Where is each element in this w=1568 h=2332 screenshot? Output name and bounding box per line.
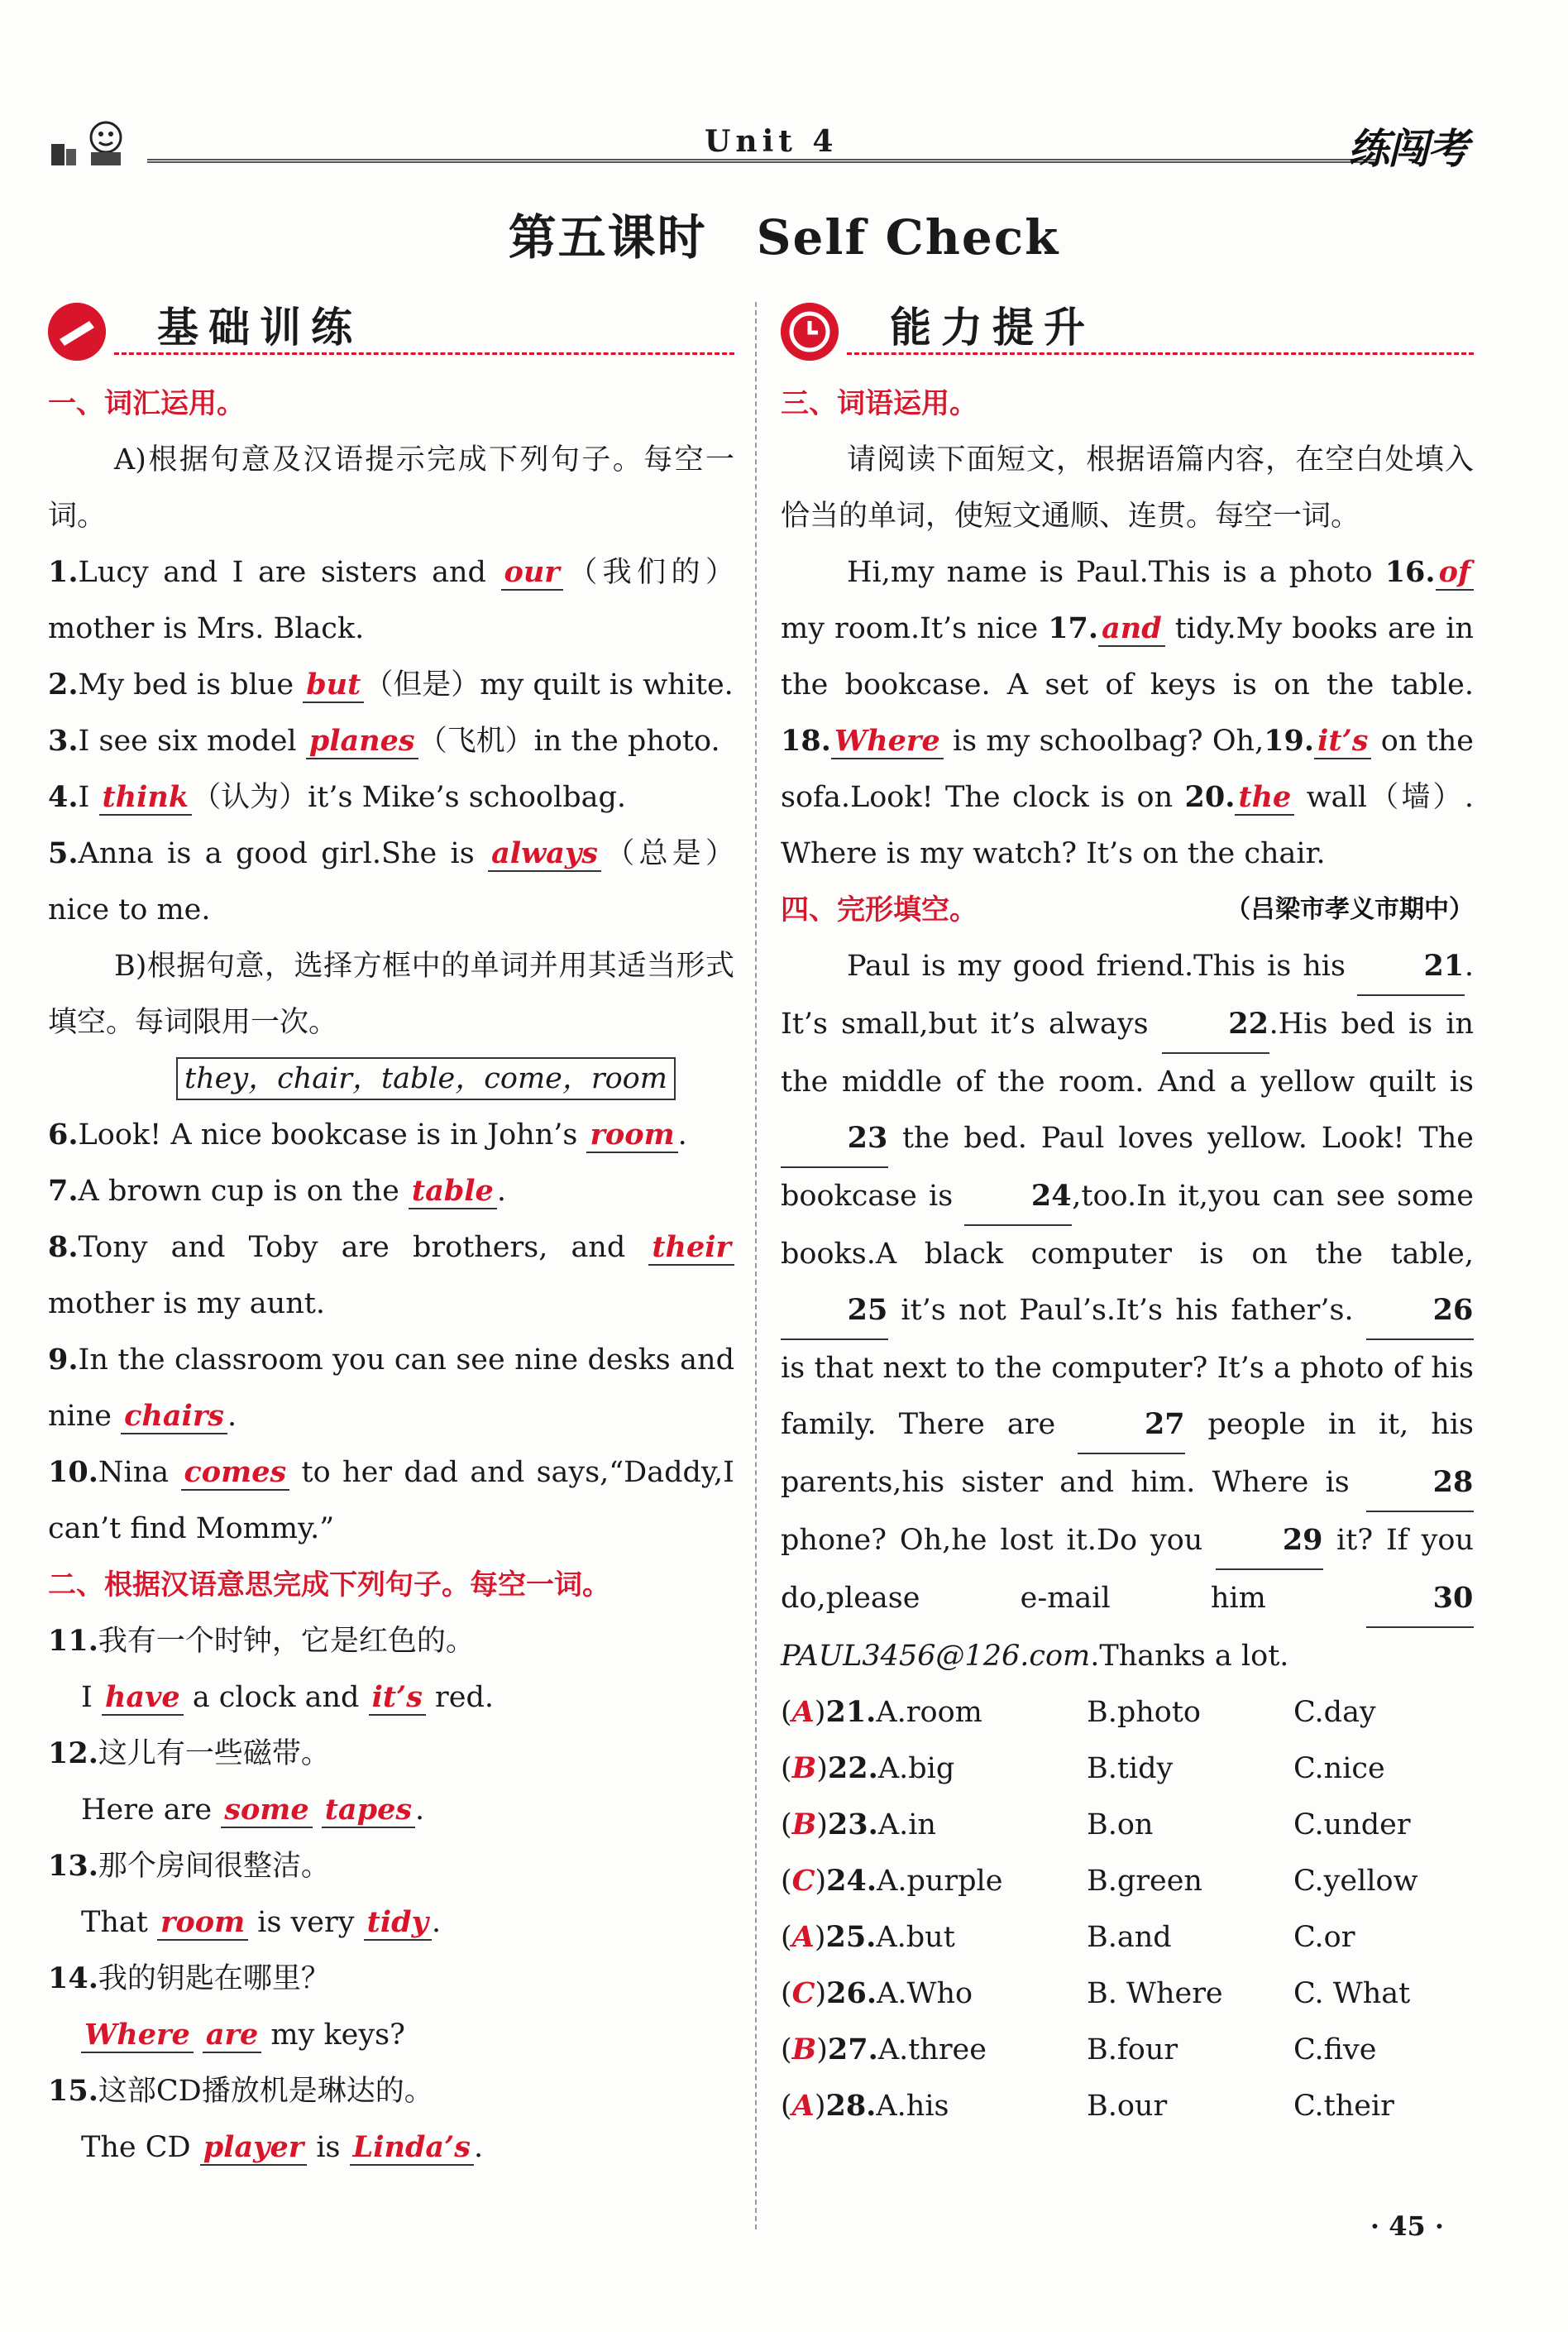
question-6: 6.Look! A nice bookcase is in John’s room . (48, 1118, 687, 1152)
option-row-24: (C)24.A.purple (781, 1864, 1003, 1898)
answer-19: it’s (1314, 724, 1371, 759)
option-row-21: (A)21.A.room (781, 1695, 982, 1729)
question-8: 8.Tony and Toby are brothers, and their mother is my aunt. (48, 1219, 734, 1332)
header-rule (147, 159, 1376, 163)
option-b: B.photo (1087, 1696, 1202, 1729)
section-title: 能力提升 (890, 304, 1095, 352)
answer-1: our (501, 555, 563, 591)
passage-cloze: Paul is my good friend.This is his 21. It’s small,but it’s always 22.His bed is in the middle of the room. And a yellow quilt is 23 the bed. Paul loves yellow. Look! The bookcase is 24,too.In it,you can see some books.A black computer is on the table, 25 it’s not Paul’s.It’s his father’s. 26 is that next to the computer? It’s a photo of his family. There are 27 people in it, his parents,his sister and him. Where is 28 phone? Oh,he lost it.Do you 29 it? If you do,please e-mail him 30 PAUL3456@126.com.Thanks a lot. (781, 938, 1474, 1684)
question-1: 1.Lucy and I are sisters and our （我们的）mother is Mrs. Black. (48, 555, 734, 645)
answer-16: of (1436, 555, 1474, 591)
question-14-en: Where are my keys? (48, 2007, 734, 2063)
option-c: C. What (1293, 1977, 1411, 2010)
answer-20: the (1235, 780, 1294, 816)
instruction-part3: 请阅读下面短文，根据语篇内容，在空白处填入恰当的单词，使短文通顺、连贯。每空一词。 (781, 443, 1474, 533)
blank-21: 21 (1357, 938, 1465, 996)
blank-25: 25 (781, 1282, 888, 1340)
answer-11a: have (102, 1680, 184, 1716)
question-15-en: The CD player is Linda’s . (81, 2130, 484, 2164)
question-9: 9.In the classroom you can see nine desks and nine chairs . (48, 1343, 734, 1433)
part-heading: 二、根据汉语意思完成下列句子。每空一词。 (48, 1568, 610, 1602)
answer-7: table (409, 1174, 497, 1209)
question-7: 7.A brown cup is on the table . (48, 1174, 506, 1208)
question-13-cn: 13.那个房间很整洁。 (48, 1849, 330, 1883)
question-11-en: I have a clock and it’s red. (81, 1680, 495, 1714)
blank-23: 23 (781, 1110, 888, 1168)
answer-15a: player (200, 2130, 308, 2166)
option-row-23: (B)23.A.in (781, 1808, 936, 1841)
question-12-cn: 12.这儿有一些磁带。 (48, 1736, 330, 1770)
question-11-cn: 11.我有一个时钟，它是红色的。 (48, 1624, 475, 1658)
question-3: 3.I see six model planes （飞机）in the photo. (48, 724, 720, 758)
question-15-cn: 15.这部CD播放机是琳达的。 (48, 2074, 433, 2108)
left-column (48, 298, 734, 2176)
option-c: C.nice (1293, 1752, 1385, 1785)
part-heading: 一、词汇运用。 (48, 387, 245, 420)
blank-28: 28 (1366, 1454, 1474, 1512)
source-note: （吕梁市孝义市期中） (1226, 895, 1474, 924)
answer-14a: Where (81, 2018, 194, 2053)
option-b: B.green (1087, 1865, 1202, 1898)
page-number: · 45 · (1370, 2210, 1444, 2242)
question-2: 2.My bed is blue but （但是）my quilt is white. (48, 668, 734, 702)
answer-8: their (648, 1230, 734, 1266)
option-c: C.their (1293, 2090, 1394, 2123)
option-row-27: (B)27.A.three (781, 2033, 987, 2066)
blank-24: 24 (964, 1168, 1072, 1226)
section-header-basic (48, 298, 734, 364)
option-c: C.yellow (1293, 1865, 1418, 1898)
answer-10: comes (181, 1455, 290, 1491)
answer-11b: it’s (369, 1680, 426, 1716)
blank-27: 27 (1078, 1396, 1185, 1454)
answer-18: Where (831, 724, 944, 759)
option-row-26: (C)26.A.Who (781, 1976, 973, 2010)
blank-26: 26 (1366, 1282, 1474, 1340)
answer-12a: some (221, 1793, 312, 1828)
option-b: B.on (1087, 1808, 1154, 1841)
answer-5: always (488, 836, 601, 872)
part-heading: 四、完形填空。 （吕梁市孝义市期中） (781, 882, 1474, 938)
instruction-a: A)根据句意及汉语提示完成下列句子。每空一词。 (48, 443, 734, 533)
answer-12b: tapes (322, 1793, 415, 1828)
answer-3: planes (306, 724, 418, 759)
option-c: C.or (1293, 1921, 1355, 1954)
option-b: B.our (1087, 2090, 1168, 2123)
running-header (48, 116, 1467, 174)
question-4: 4.I think （认为）it’s Mike’s schoolbag. (48, 780, 626, 814)
word-box-row (48, 1051, 734, 1107)
answer-4: think (99, 780, 193, 816)
mascot-logo-icon (48, 116, 147, 169)
answer-9: chairs (121, 1399, 227, 1434)
email-address: PAUL3456@126.com (781, 1640, 1091, 1673)
instruction-b: B)根据句意，选择方框中的单词并用其适当形式填空。每词限用一次。 (48, 950, 734, 1039)
answer-13a: room (157, 1905, 248, 1941)
option-b: B.and (1087, 1921, 1172, 1954)
answer-13b: tidy (364, 1905, 432, 1941)
section-header-advanced (781, 298, 1474, 364)
answer-15b: Linda’s (350, 2130, 474, 2166)
option-b: B.tidy (1087, 1752, 1174, 1785)
answer-6: room (586, 1118, 677, 1153)
pencil-icon (48, 303, 106, 361)
blank-22: 22 (1162, 996, 1269, 1054)
lesson-title: 第五课时 Self Check (508, 209, 1060, 266)
answer-2: but (303, 668, 364, 703)
column-divider (755, 302, 757, 2229)
option-c: C.five (1293, 2033, 1377, 2066)
question-13-en: That room is very tidy . (81, 1905, 442, 1939)
right-column (781, 298, 1474, 2134)
clock-icon (781, 303, 839, 361)
section-title: 基础训练 (157, 304, 362, 352)
question-12-en: Here are some tapes . (81, 1793, 425, 1827)
passage-part3: Hi,my name is Paul.This is a photo 16. of my room.It’s nice 17. and tidy.My books are in the bookcase. A set of keys is on the table. 18. Where is my schoolbag? Oh,19. it’s on the sofa.Look! The clock is on 20. the wall（墙）. Where is my watch? It’s on the chair. (781, 555, 1475, 870)
unit-title: Unit 4 (693, 124, 849, 159)
option-row-28: (A)28.A.his (781, 2089, 949, 2123)
option-b: B.four (1087, 2033, 1178, 2066)
option-row-25: (A)25.A.but (781, 1920, 955, 1954)
question-5: 5.Anna is a good girl.She is always （总是）nice to me. (48, 836, 734, 927)
word-box: they，chair，table，come，room (176, 1057, 676, 1100)
question-14-cn: 14.我的钥匙在哪里？ (48, 1961, 330, 1995)
options-list (781, 1684, 1474, 2134)
question-10: 10.Nina comes to her dad and says,“Daddy,I can’t find Mommy.” (48, 1455, 734, 1545)
option-c: C.under (1293, 1808, 1411, 1841)
option-row-22: (B)22.A.big (781, 1751, 955, 1785)
blank-29: 29 (1216, 1512, 1323, 1570)
option-b: B. Where (1087, 1977, 1223, 2010)
answer-17: and (1098, 611, 1165, 647)
option-c: C.day (1293, 1696, 1376, 1729)
answer-14b: are (203, 2018, 261, 2053)
part-heading: 三、词语运用。 (781, 387, 978, 420)
blank-30: 30 (1366, 1570, 1474, 1628)
brand-logo: 练闯考 (1348, 125, 1467, 173)
